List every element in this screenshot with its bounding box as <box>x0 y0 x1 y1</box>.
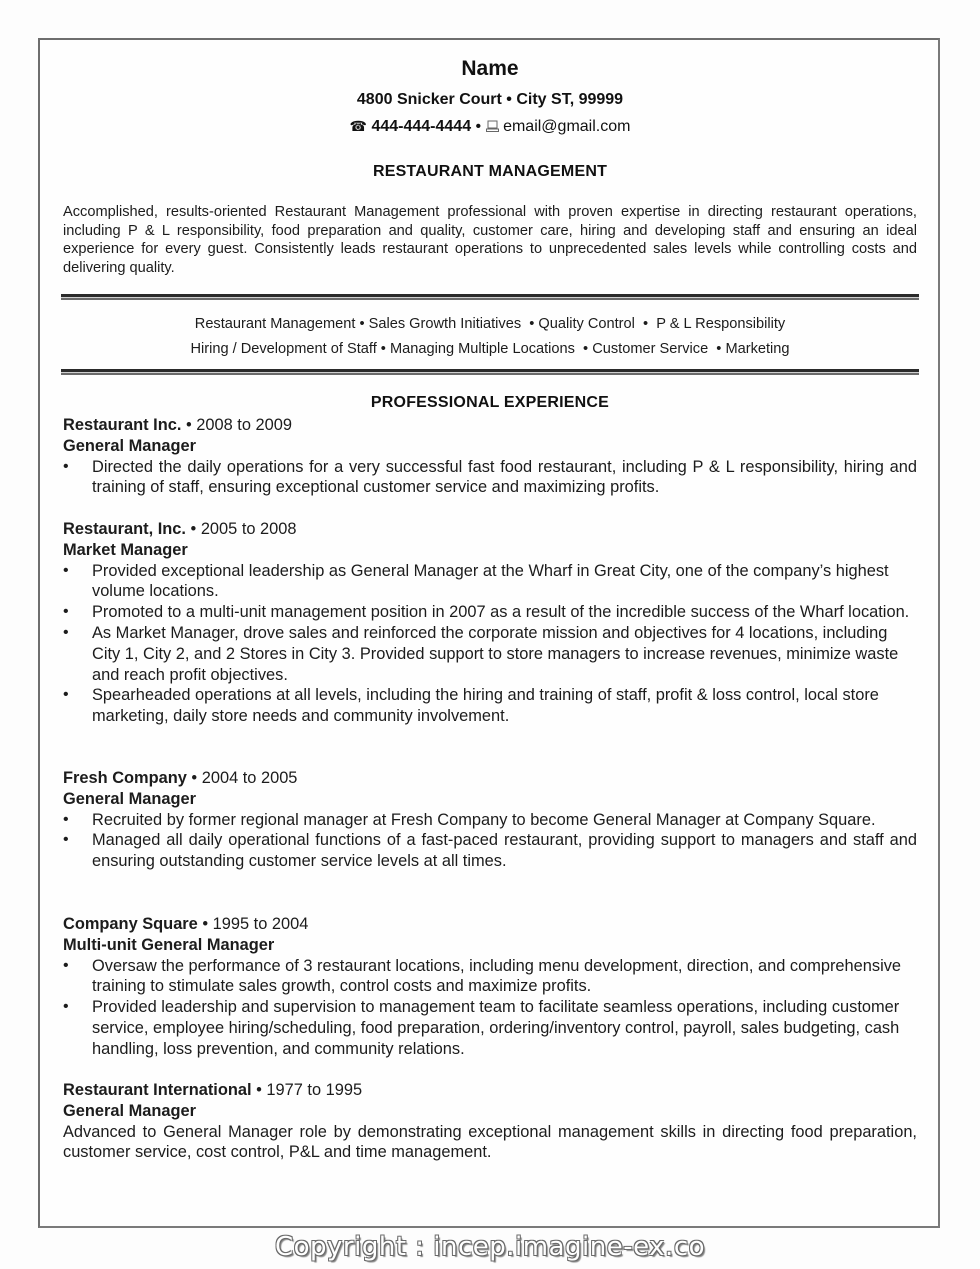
job-header <box>63 1080 917 1101</box>
company-name: Company Square <box>63 915 198 933</box>
bullet-icon: • <box>63 561 69 579</box>
professional-summary <box>63 203 917 277</box>
bullet-icon: • <box>63 831 69 849</box>
job-entry <box>63 914 917 1060</box>
job-bullets <box>63 457 917 499</box>
job-bullets <box>63 810 917 872</box>
job-entry <box>63 768 917 872</box>
bullet-icon: • <box>63 457 69 475</box>
job-dates: • 2004 to 2005 <box>186 769 298 787</box>
bullet-item: • Provided exceptional leadership as General Manager at the Wharf in Great City, one of the company’s highest volume locations. <box>63 561 889 601</box>
email-address: email@gmail.com <box>503 118 631 135</box>
bullet-item: • Provided leadership and supervision to management team to facilitate seamless operations, including customer service, employee hiring/scheduling, food preparation, ordering/inventory control, payroll, sales budgeting, cash handling, loss prevention, and community relations. <box>63 998 900 1058</box>
address: 4800 Snicker Court • City ST, 99999 <box>356 91 624 108</box>
company-name: Fresh Company <box>63 769 187 787</box>
candidate-name: Name <box>461 57 519 80</box>
job-header <box>63 914 917 935</box>
job-bullets <box>63 561 917 727</box>
job-header <box>63 519 917 540</box>
job-dates: • 2008 to 2009 <box>181 416 292 434</box>
company-name: Restaurant, Inc. <box>63 520 186 538</box>
bullet-item: • As Market Manager, drove sales and reinforced the corporate mission and objectives for 4 locations, including City 1, City 2, and 2 Stores in City 3. Provided support to store managers to increase revenues, minimize waste and reach profit objectives. <box>63 623 899 684</box>
divider-bottom <box>61 369 919 375</box>
company-name: Restaurant Inc. <box>63 416 182 434</box>
bullet-item: • Directed the daily operations for a very successful fast food restaurant, including P & L responsibility, hiring and training of staff, ensuring exceptional customer service and maximizing profits. <box>63 457 917 497</box>
bullet-icon: • <box>63 810 69 828</box>
contact-line <box>0 118 980 136</box>
bullet-item: • Recruited by former regional manager at Fresh Company to become General Manager at Company Square. <box>63 810 876 829</box>
bullet-item: • Promoted to a multi-unit management position in 2007 as a result of the incredible success of the Wharf location. <box>63 603 910 622</box>
bullet-icon: • <box>63 998 69 1016</box>
bullet-icon: • <box>63 956 69 974</box>
bullet-icon: • <box>63 686 69 704</box>
divider-top <box>61 294 919 300</box>
job-entry <box>63 519 917 727</box>
experience-heading: PROFESSIONAL EXPERIENCE <box>370 394 610 411</box>
headline: RESTAURANT MANAGEMENT <box>372 163 608 180</box>
bullet-icon: • <box>63 623 69 641</box>
bullet-item: • Oversaw the performance of 3 restaurant locations, including menu development, direction, and comprehensive training to stimulate sales growth, control costs and maximize profits. <box>63 956 902 996</box>
telephone-icon: ☎ <box>349 118 367 134</box>
bullet-icon: • <box>63 603 69 621</box>
job-header <box>63 415 917 436</box>
copyright-watermark: Copyright : incep.imagine-ex.co <box>274 1232 706 1262</box>
phone-number: 444-444-4444 <box>371 118 472 135</box>
skills-row-1: Restaurant Management • Sales Growth Initiatives • Quality Control • P & L Responsibility <box>194 316 786 332</box>
job-title: General Manager <box>63 789 196 808</box>
job-description: Advanced to General Manager role by demonstrating exceptional management skills in directing food preparation, customer service, cost control, P&L and time management. <box>63 1122 917 1162</box>
job-entry <box>63 415 917 498</box>
bullet-item: • Managed all daily operational functions of a fast-paced restaurant, providing support to managers and staff and ensuring outstanding customer service levels at all times. <box>63 831 917 871</box>
job-dates: • 1995 to 2004 <box>197 915 309 933</box>
summary-text: Accomplished, results-oriented Restaurant Management professional with proven expertise in directing restaurant operations, including P & L responsibility, food preparation and quality, customer care, hiring and developing staff and ensuring an ideal experience for every guest. Consistently leads restaurant operations to unprecedented sales levels while controlling costs and delivering quality. <box>63 204 917 276</box>
job-bullets <box>63 956 917 1060</box>
skills-row-2: Hiring / Development of Staff • Managing Multiple Locations • Customer Service • Marketing <box>190 341 790 357</box>
job-title: General Manager <box>63 436 196 455</box>
computer-icon <box>486 119 499 134</box>
job-entry <box>63 1080 917 1163</box>
job-title: Multi-unit General Manager <box>63 935 275 954</box>
core-skills <box>0 312 980 362</box>
job-dates: • 2005 to 2008 <box>185 520 297 538</box>
bullet-item: • Spearheaded operations at all levels, including the hiring and training of staff, profit & loss control, local store marketing, daily store needs and community involvement. <box>63 686 879 726</box>
separator: • <box>475 118 482 135</box>
company-name: Restaurant International <box>63 1081 252 1099</box>
job-header <box>63 768 917 789</box>
job-dates: • 1977 to 1995 <box>251 1081 363 1099</box>
job-title: Market Manager <box>63 540 188 559</box>
job-title: General Manager <box>63 1101 196 1120</box>
